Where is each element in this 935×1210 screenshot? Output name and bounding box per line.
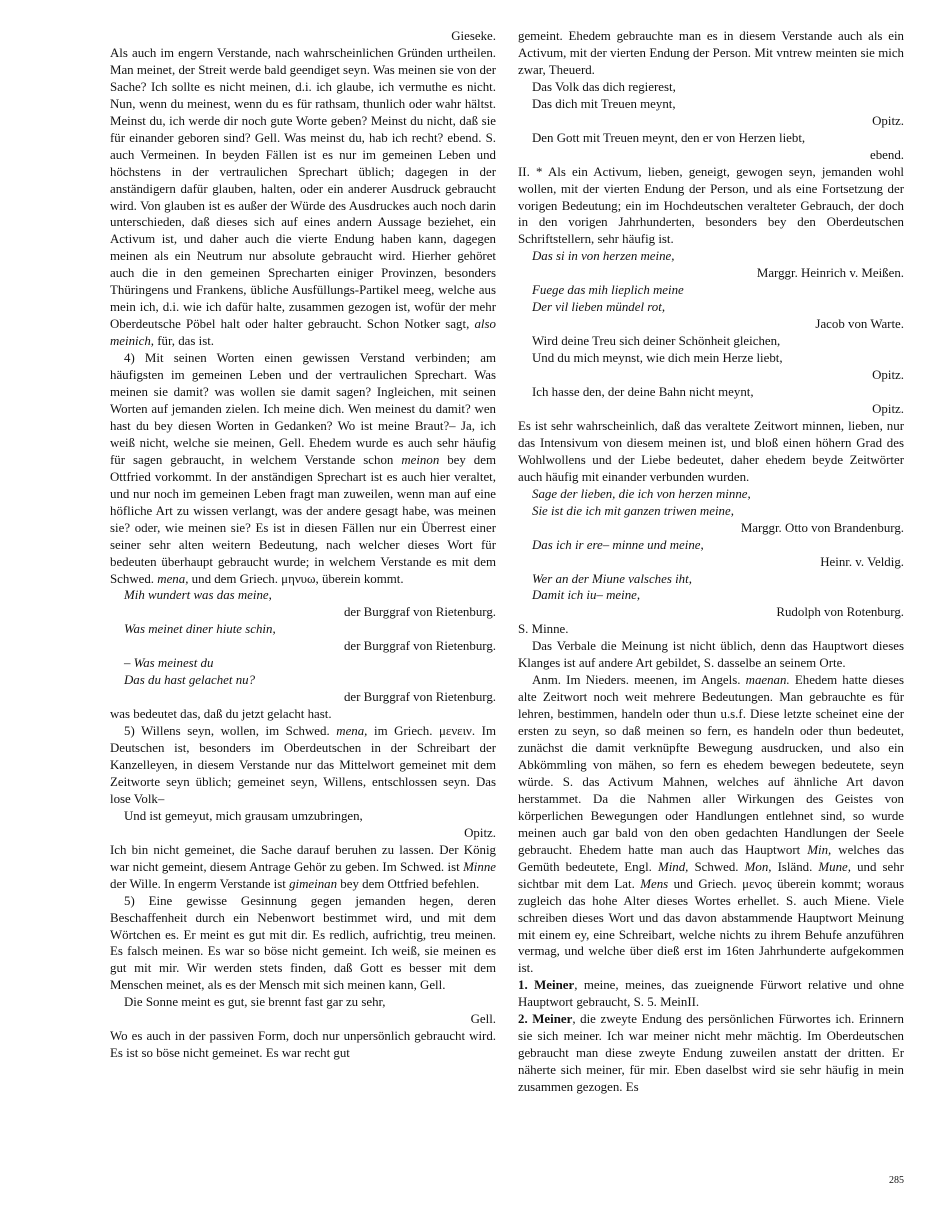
source-attribution: Rudolph von Rotenburg. — [776, 605, 904, 620]
verse-line: Und ist gemeyut, mich grausam umzubringen, — [124, 808, 363, 823]
verse-line: Das ich ir ere– minne und meine, — [532, 537, 704, 552]
paragraph: 4) Mit seinen Worten einen gewissen Verstand verbinden; am häufigsten im gemeinen Leben und der vertraulichen Sprechart. Was meinen sie damit? was wollen sie damit sagen? Ingleichen, mit seinen Worten auf jemanden zielen. Ich meine dich. Wen meinest du damit? wen hast du bey diesen Worten in Gedanken? Wo ist meine Braut?– Ja, ich weiß nicht, welche sie meinen, Gell. Ehedem wurde es auch sehr häufig für sagen gebraucht, in welchem Verstande schon meinon bey dem Ottfried vorkommt. In der anständigen Sprechart ist es auch hier veraltet, und nur noch im gemeinen Leben fragt man zuweilen, wenn man auf eine höfliche Art zu wissen verlangt, was der andere gesagt habe, was meinen sie? oder, wie meinen sie? Es ist in diesen Fällen nur ein Überrest einer seiner sehr alten weitern Bedeutung, nach welcher dieses Wort für bedeuten überhaupt gebraucht wurde; in welchem Verstande es mit dem Schwed. mena, und dem Griech. μηνυω, überein kommt. — [110, 351, 496, 586]
source-attribution: Heinr. v. Veldig. — [820, 554, 904, 569]
verse-line: Sage der lieben, die ich von herzen minne, — [532, 486, 751, 501]
entry-headword: 2. Meiner — [518, 1012, 573, 1027]
entry-headword: 1. Meiner — [518, 978, 575, 993]
verse-line: Das si in von herzen meine, — [532, 249, 675, 264]
page-number: 285 — [889, 1175, 904, 1186]
entry-paragraph: 1. Meiner, meine, meines, das zueignende Fürwort relative und ohne Hauptwort gebraucht, S. 5. MeinII. — [518, 978, 904, 1010]
verse-line: Die Sonne meint es gut, sie brennt fast gar zu sehr, — [124, 995, 386, 1010]
left-column — [110, 28, 496, 1062]
source-attribution: Marggr. Otto von Brandenburg. — [740, 520, 904, 535]
paragraph: Als auch im engern Verstande, nach wahrscheinlichen Gründen urtheilen. Man meinet, der Streit werde bald geendiget seyn. Was meinen sie von der Sache? Ich sollte es nicht meinen, d.i. ich glaube, ich vermuthe es nicht. Nun, wenn du meinest, wenn du es für rathsam, thunlich oder wahr hältst. Meinst du, ich werde dir noch gute Worte geben? Meinst du nicht, daß sie für einander geboren sind? Gell. Was meinst du, hab ich recht? ebend. S. auch Vermeinen. In beyden Fällen ist es nur im gemeinen Leben und höchstens in der vertraulichen Sprechart üblich; dagegen in der anständigern dafür glauben, halten, oder ein anderer Ausdruck gebraucht wird. Von glauben ist es außer der Würde des Ausdruckes auch noch darin unterschieden, daß dieses sich auf eines andern Aussage beziehet, ein Activum ist, und daher auch die vierte Endung haben kann, dagegen meinen als ein Neutrum nur absolute gebraucht wird. Hierher gehöret auch die in den gemeinen Sprecharten einiger Provinzen, besonders Thüringens und Frankens, übliche Ausfüllungs-Partikel meeg, welche aus mein ich, d.i. wie ich dafür halte, zusammen gezogen ist, wofür der mehr Oberdeutsche Pöbel halt oder halter gebraucht. Schon Notker sagt, also meinich, für, das ist. — [110, 45, 496, 349]
source-attribution: der Burggraf von Rietenburg. — [343, 639, 496, 654]
source-attribution: Opitz. — [872, 368, 904, 383]
source-attribution: der Burggraf von Rietenburg. — [343, 605, 496, 620]
verse-line: Das dich mit Treuen meynt, — [532, 96, 676, 111]
source-attribution: Opitz. — [464, 825, 496, 840]
paragraph: Es ist sehr wahrscheinlich, daß das veraltete Zeitwort minnen, lieben, nur das Intensivum von diesem meinen ist, und bloß einen höhern Grad des Wohlwollens und der Liebe bedeutet, daher ehedem beyde Zeitwörter auch häufig mit einander verbunden wurden. — [518, 418, 904, 484]
verse-line: Ich hasse den, der deine Bahn nicht meynt, — [532, 385, 754, 400]
source-attribution: Marggr. Heinrich v. Meißen. — [756, 266, 904, 281]
verse-line: Wird deine Treu sich deiner Schönheit gleichen, — [532, 334, 781, 349]
verse-line: Was meinet diner hiute schin, — [124, 622, 276, 637]
verse-line: Mih wundert was das meine, — [124, 588, 272, 603]
paragraph: 5) Willens seyn, wollen, im Schwed. mena, im Griech. μενειν. Im Deutschen ist, besonders im Oberdeutschen in der Schreibart der Kanzelleyen, in diesem Verstande nur das Mittelwort gemeinet mit dem Zeitworte seyn üblich; gemeinet seyn, Willens, entschlossen seyn. Das lose Volk– — [110, 724, 496, 806]
paragraph: Ich bin nicht gemeinet, die Sache darauf beruhen zu lassen. Der König war nicht gemeint, diesem Antrage Gehör zu geben. Im Schwed. ist Minne der Wille. In engerm Verstande ist gimeinan bey dem Ottfried befehlen. — [110, 842, 496, 891]
right-column — [518, 28, 904, 1096]
paragraph: S. Minne. — [518, 622, 569, 637]
paragraph: Das Verbale die Meinung ist nicht üblich, denn das Hauptwort dieses Klanges ist auf andere Art gebildet, S. dasselbe an seinem Orte. — [518, 639, 904, 671]
paragraph: Wo es auch in der passiven Form, doch nur unpersönlich gebraucht wird. Es ist so böse nicht gemeinet. Es war recht gut — [110, 1029, 496, 1061]
source-attribution: Gell. — [470, 1012, 496, 1027]
source-attribution: ebend. — [869, 147, 904, 162]
verse-line: Den Gott mit Treuen meynt, den er von Herzen liebt, — [532, 130, 806, 145]
paragraph: gemeint. Ehedem gebrauchte man es in diesem Verstande auch als ein Activum, mit der vierten Endung der Person. Mit vntrew meinten sie mich zwar, Theuerd. — [518, 29, 904, 77]
source-attribution: Gieseke. — [451, 29, 496, 43]
source-attribution: Jacob von Warte. — [815, 317, 904, 332]
verse-line: Sie ist die ich mit ganzen triwen meine, — [532, 503, 734, 518]
verse-line: Das Volk das dich regierest, — [532, 79, 676, 94]
source-attribution: Opitz. — [872, 113, 904, 128]
paragraph: II. * Als ein Activum, lieben, geneigt, gewogen seyn, jemanden wohl wollen, mit der vierten Endung der Person, und als eine Fortsetzung der vorigen Bedeutung; ein im Hochdeutschen veralteter Gebrauch, der doch in den vorigen Jahrhunderten, besonders bey den Oberdeutschen Schriftstellern, sehr häufig ist. — [518, 164, 904, 247]
verse-line: Fuege das mih lieplich meine — [532, 283, 684, 298]
source-attribution: der Burggraf von Rietenburg. — [343, 690, 496, 705]
paragraph: 5) Eine gewisse Gesinnung gegen jemanden hegen, deren Beschaffenheit durch ein Nebenwort bestimmet wird, und mit dem Wörtchen es. Er meint es gut mit dir. Es redlich, aufrichtig, treu meinen. Es falsch meinen. Es war so böse nicht gemeint. Ich weiß, sie meinen es gut mit mir. Wir werden stets finden, daß Gott es besser mit dem Menschen meinet, als es der Mensch mit sich meinen kann, Gell. — [110, 893, 496, 993]
verse-line: Wer an der Miune valsches iht, — [532, 571, 692, 586]
verse-line: Damit ich iu– meine, — [532, 588, 641, 603]
verse-line: Das du hast gelachet nu? — [124, 673, 256, 688]
source-attribution: Opitz. — [872, 401, 904, 416]
verse-line: Und du mich meynst, wie dich mein Herze liebt, — [532, 351, 783, 366]
verse-line: – Was meinest du — [124, 656, 214, 671]
paragraph: Anm. Im Nieders. meenen, im Angels. maenan. Ehedem hatte dieses alte Zeitwort noch weit mehrere Bedeutungen. Man gebrauchte es für lehren, bestimmen, handeln oder thun u.s.f. Diese letzte scheinet eine der ersten zu seyn, so daß meinen so fern, es handeln oder thun bedeutet, zunächst die damit verknüpfte Bewegung ausdrucken, und also ein Abkömmling von mähen, so fern es ehedem bewegen bedeutete, seyn würde. S. das Activum Mahnen, welches auf ähnliche Art davon herstammet. Da die Nahmen aller Wirkungen des Geistes von körperlichen Bewegungen oder Handlungen entlehnet sind, so wurde meinen auch gar bald von den oben gedachten Handlungen der Seele gebraucht. Ehedem hatte man auch das Hauptwort Min, welches das Gemüth bedeutete, Engl. Mind, Schwed. Mon, Isländ. Mune, und sehr sichtbar mit dem Lat. Mens und Griech. μενος überein kommt; woraus zugleich das hohe Alter dieses Wortes erhellet. S. auch Miene. Viele schreiben dieses Wort und das davon abstammende Hauptwort Meinung mit einem ey, eine Schreibart, welche nichts zu ihrem Behufe anzuführen vermag, und welche über dieß erst im 16ten Jahrhunderte aufgekommen ist. — [518, 673, 905, 976]
entry-paragraph: 2. Meiner, die zweyte Endung des persönlichen Fürwortes ich. Erinnern sie sich meiner. Ich war meiner nicht mehr mächtig. Im Oberdeutschen gebraucht man diese zweyte Endung zuweilen anstatt der dritten. Er näherte sich meiner, für mir. Eben daselbst wird sie sehr häufig in mein zusammen gezogen. Es — [518, 1012, 904, 1095]
verse-line: Der vil lieben mündel rot, — [532, 300, 666, 315]
paragraph: was bedeutet das, daß du jetzt gelacht hast. — [110, 707, 332, 722]
